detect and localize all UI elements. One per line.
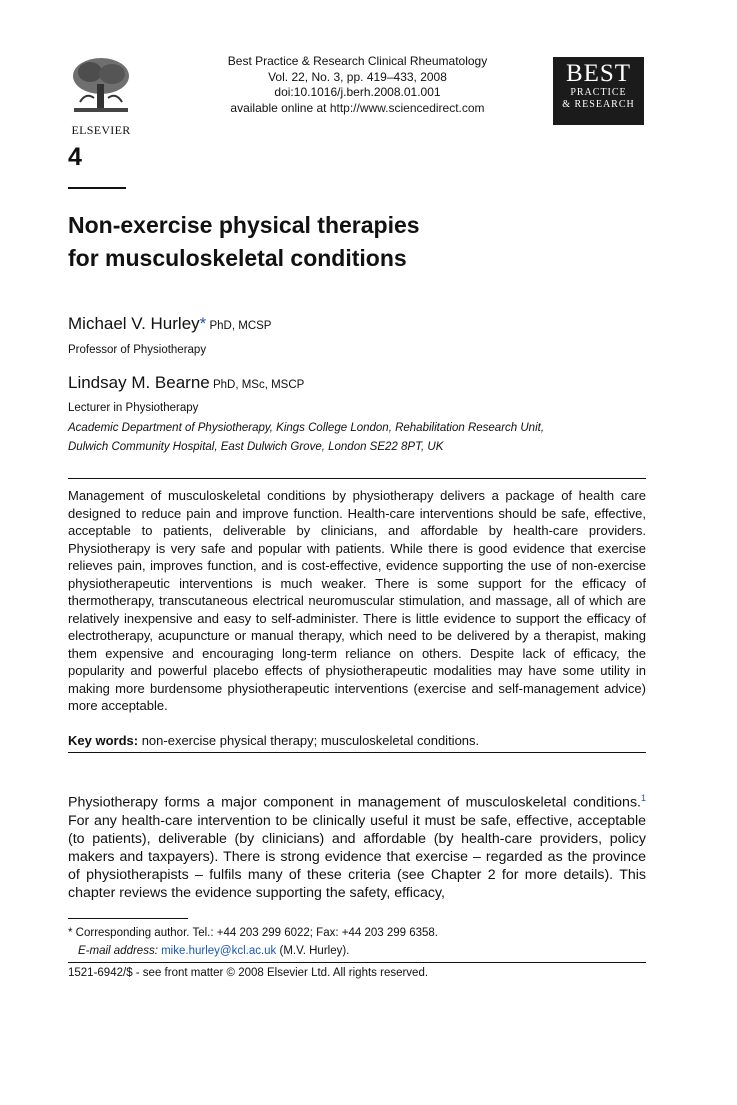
body-text-part-2: For any health-care intervention to be clinically useful it must be safe, effective, acceptable (to patients), deliverable (by clinicians) and affordable (by health-care providers, policy makers and taxpayers). There is strong evidence that exercise – regarded as the province of physiotherapists – fulfils many of these criteria (see Chapter 2 for more details). This chapter reviews the evidence supporting the safety, efficacy,: [68, 812, 646, 901]
title-line-2: for musculoskeletal conditions: [68, 245, 407, 271]
body-paragraph: [68, 789, 646, 902]
author-2: [68, 373, 304, 393]
best-practice-logo: [553, 57, 644, 125]
abstract-bottom-rule: [68, 752, 646, 753]
sciencedirect-link[interactable]: http://www.sciencedirect.com: [329, 100, 485, 115]
availability-prefix: available online at: [230, 100, 330, 115]
abstract-top-rule: [68, 478, 646, 479]
reference-1[interactable]: 1: [640, 793, 646, 803]
elsevier-logo: [68, 54, 134, 137]
footnote: [68, 925, 646, 960]
author-1-name: Michael V. Hurley: [68, 314, 200, 333]
availability-line: [200, 101, 515, 117]
article-title: [68, 209, 588, 275]
corresponding-marker[interactable]: *: [199, 314, 207, 333]
keywords-label: Key words:: [68, 733, 139, 748]
journal-name: Best Practice & Research Clinical Rheumatology: [227, 54, 488, 68]
logo-line-best: BEST: [565, 60, 632, 87]
author-2-name: Lindsay M. Bearne: [68, 373, 210, 392]
affiliation-line-2: Dulwich Community Hospital, East Dulwich Grove, London SE22 8PT, UK: [68, 441, 444, 453]
affiliation: [68, 419, 668, 457]
keywords: [68, 733, 646, 748]
copyright-rule: [68, 962, 646, 963]
chapter-rule: [68, 187, 126, 189]
author-1-degrees: PhD, MCSP: [206, 320, 272, 332]
logo-line-research: & RESEARCH: [562, 99, 635, 110]
email-link[interactable]: mike.hurley@kcl.ac.uk: [161, 944, 277, 957]
email-suffix: (M.V. Hurley).: [276, 944, 350, 957]
author-2-degrees: PhD, MSc, MSCP: [209, 379, 305, 391]
copyright: 1521-6942/$ - see front matter © 2008 Elsevier Ltd. All rights reserved.: [68, 967, 429, 979]
chapter-number: 4: [68, 143, 82, 171]
author-1: [68, 314, 271, 334]
email-line: [68, 943, 646, 961]
journal-info: [200, 54, 515, 116]
body-text-part-1: Physiotherapy forms a major component in management of musculoskeletal conditions.: [68, 794, 641, 811]
publisher-name: ELSEVIER: [71, 123, 131, 137]
affiliation-line-1: Academic Department of Physiotherapy, Kings College London, Rehabilitation Research Unit,: [68, 422, 545, 434]
email-label: E-mail address:: [78, 944, 162, 957]
author-2-role: Lecturer in Physiotherapy: [68, 402, 199, 414]
keywords-text: non-exercise physical therapy; musculoskeletal conditions.: [138, 733, 480, 748]
doi: doi:10.1016/j.berh.2008.01.001: [274, 85, 441, 99]
author-1-role: Professor of Physiotherapy: [68, 344, 207, 356]
volume-line: Vol. 22, No. 3, pp. 419–433, 2008: [268, 69, 447, 84]
title-line-1: Non-exercise physical therapies: [68, 212, 420, 238]
elsevier-tree-icon: [68, 54, 134, 116]
footnote-rule: [68, 918, 188, 919]
abstract: Management of musculoskeletal conditions by physiotherapy delivers a package of health care designed to reduce pain and improve function. Health-care interventions should be safe, effective, acceptable to patients, deliverable by clinicians, and affordable by health-care providers. Physiotherapy is very safe and popular with patients. While there is good evidence that exercise relieves pain, improves function, and is cost-effective, evidence supporting the use of non-exercise physiotherapeutic interventions is much weaker. There is some support for the efficacy of thermotherapy, transcutaneous electrical neuromuscular stimulation, and massage, all of which are relatively inexpensive and easy to self-administer. There is little evidence to support the efficacy of electrotherapy, acupuncture or manual therapy, which need to be delivered by a therapist, making them expensive and encouraging long-term reliance on others. Despite lack of efficacy, the popularity and powerful placebo effects of physiotherapeutic modalities may have some utility in making more burdensome physiotherapeutic interventions (exercise and self-management advice) more acceptable.: [68, 488, 646, 713]
corresponding-author-note: * Corresponding author. Tel.: +44 203 299 6022; Fax: +44 203 299 6358.: [68, 927, 438, 939]
logo-line-practice: PRACTICE: [570, 87, 627, 98]
